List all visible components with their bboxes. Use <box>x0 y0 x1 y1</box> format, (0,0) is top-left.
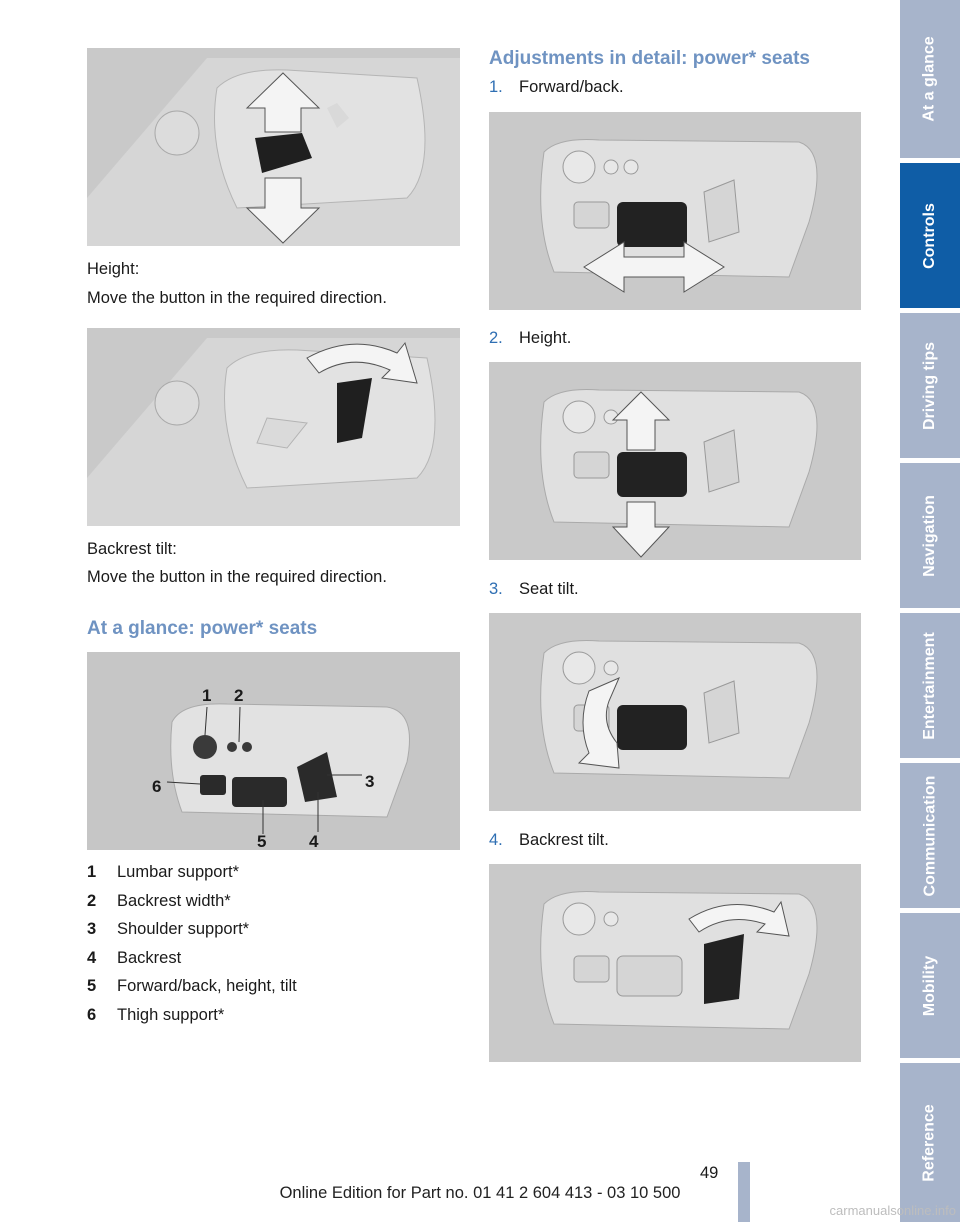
step-text: Backrest tilt. <box>519 831 609 849</box>
step-number: 4. <box>489 831 503 849</box>
legend-item <box>87 915 297 944</box>
tab-driving-tips[interactable]: Driving tips <box>900 313 960 458</box>
legend-item <box>87 972 297 1001</box>
tab-navigation[interactable]: Navigation <box>900 463 960 608</box>
legend-item <box>87 858 297 887</box>
tab-at-a-glance[interactable]: At a glance <box>900 0 960 158</box>
forward-back-figure <box>489 112 861 310</box>
tab-mobility[interactable]: Mobility <box>900 913 960 1058</box>
tab-reference[interactable]: Reference <box>900 1063 960 1222</box>
legend-text: Shoulder support* <box>117 920 250 938</box>
legend-item <box>87 944 297 973</box>
tab-controls[interactable]: Controls <box>900 163 960 308</box>
legend-number: 1 <box>87 863 97 881</box>
legend-number: 3 <box>87 920 97 938</box>
callout-3: 3 <box>365 772 375 791</box>
height-detail-figure <box>489 362 861 560</box>
callout-6: 6 <box>152 777 162 796</box>
step-number: 1. <box>489 78 503 96</box>
footer-edition-text: Online Edition for Part no. 01 41 2 604 413 - 03 10 500 <box>279 1184 681 1202</box>
step-text: Forward/back. <box>519 78 624 96</box>
step-number: 2. <box>489 329 503 347</box>
adjustments-heading: Adjustments in detail: power* seats <box>489 48 810 69</box>
step-4 <box>489 831 609 850</box>
watermark: carmanualsonline.info <box>829 1203 956 1218</box>
tab-entertainment[interactable]: Entertainment <box>900 613 960 758</box>
legend-item <box>87 1001 297 1030</box>
page-number: 49 <box>700 1164 719 1182</box>
legend-text: Thigh support* <box>117 1005 225 1024</box>
seat-height-figure <box>87 48 460 246</box>
tilt-caption-body: Move the button in the required direction. <box>87 568 387 586</box>
legend-item <box>87 887 297 916</box>
legend-text: Backrest width* <box>117 891 231 910</box>
step-text: Height. <box>519 329 572 347</box>
legend-text: Backrest <box>117 948 182 967</box>
at-a-glance-heading: At a glance: power* seats <box>87 618 318 639</box>
legend-number: 2 <box>87 891 97 910</box>
callout-1: 1 <box>202 686 212 705</box>
legend-text: Lumbar support* <box>117 863 239 881</box>
tilt-caption-title: Backrest tilt: <box>87 540 177 558</box>
backrest-tilt-figure <box>87 328 460 526</box>
legend-number: 4 <box>87 948 97 967</box>
legend-number: 6 <box>87 1005 97 1024</box>
legend-text: Forward/back, height, tilt <box>117 977 297 995</box>
step-2 <box>489 329 571 348</box>
step-3 <box>489 580 579 599</box>
legend-number: 5 <box>87 977 97 995</box>
callout-5: 5 <box>257 832 267 850</box>
step-1 <box>489 78 624 97</box>
callout-2: 2 <box>234 686 244 705</box>
step-text: Seat tilt. <box>519 580 579 598</box>
power-seat-controls-figure <box>87 652 460 850</box>
backrest-tilt-detail-figure <box>489 864 861 1062</box>
seat-legend-list <box>87 858 297 1029</box>
chapter-tabs <box>900 0 960 1222</box>
callout-4: 4 <box>309 832 319 850</box>
step-number: 3. <box>489 580 503 598</box>
seat-tilt-figure <box>489 613 861 811</box>
height-caption-title: Height: <box>87 260 140 278</box>
tab-communication[interactable]: Communication <box>900 763 960 908</box>
height-caption-body: Move the button in the required direction. <box>87 289 387 307</box>
